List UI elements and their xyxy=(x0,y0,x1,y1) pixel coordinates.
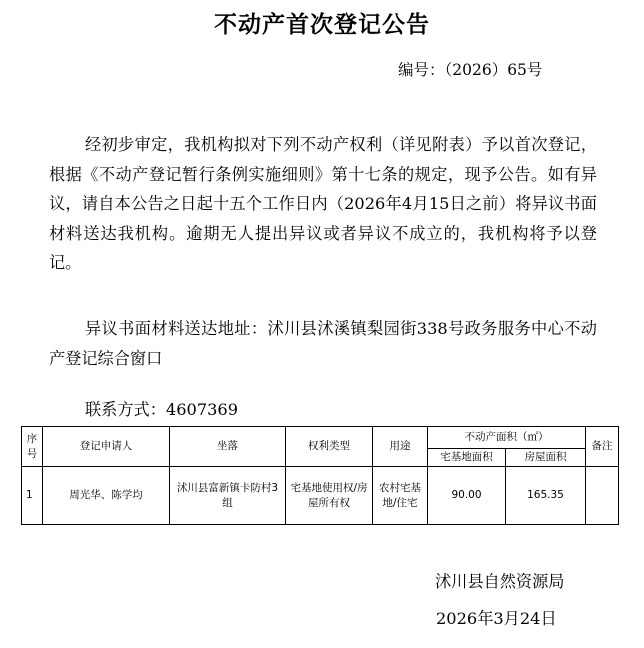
cell-location: 沭川县富新镇卡防村3组 xyxy=(170,467,286,525)
document-number: 编号：（2026）65号 xyxy=(398,61,543,79)
registration-table xyxy=(21,426,619,525)
cell-seq: 1 xyxy=(22,467,43,525)
issuer-signature: 沭川县自然资源局 xyxy=(435,572,565,591)
header-note: 备注 xyxy=(586,427,619,467)
header-location: 坐落 xyxy=(170,427,286,467)
notice-paragraph-main: 经初步审定，我机构拟对下列不动产权利（详见附表）予以首次登记，根据《不动产登记暂行条例实施细则》第十七条的规定，现予公告。如有异议，请自本公告之日起十五个工作日内（2026年4月15日之前）将异议书面材料送达我机构。逾期无人提出异议或者异议不成立的，我机构将予以登记。 xyxy=(49,135,597,272)
cell-land-area: 90.00 xyxy=(428,467,506,525)
cell-right-type: 宅基地使用权/房屋所有权 xyxy=(286,467,373,525)
header-right-type: 权利类型 xyxy=(286,427,373,467)
contact-info: 联系方式：4607369 xyxy=(85,400,239,419)
notice-title: 不动产首次登记公告 xyxy=(214,11,430,38)
notice-paragraph-address: 异议书面材料送达地址：沭川县沭溪镇梨园街338号政务服务中心不动产登记综合窗口 xyxy=(49,319,597,368)
cell-note xyxy=(586,467,619,525)
issue-date: 2026年3月24日 xyxy=(436,609,557,628)
header-seq: 序号 xyxy=(22,427,43,467)
cell-applicant: 周光华、陈学均 xyxy=(43,467,170,525)
header-use: 用途 xyxy=(373,427,428,467)
header-land-area: 宅基地面积 xyxy=(428,449,506,467)
header-applicant: 登记申请人 xyxy=(43,427,170,467)
table-row xyxy=(22,467,619,525)
cell-use: 农村宅基地/住宅 xyxy=(373,467,428,525)
cell-house-area: 165.35 xyxy=(506,467,586,525)
header-area-group: 不动产面积（㎡） xyxy=(428,427,586,449)
header-house-area: 房屋面积 xyxy=(506,449,586,467)
